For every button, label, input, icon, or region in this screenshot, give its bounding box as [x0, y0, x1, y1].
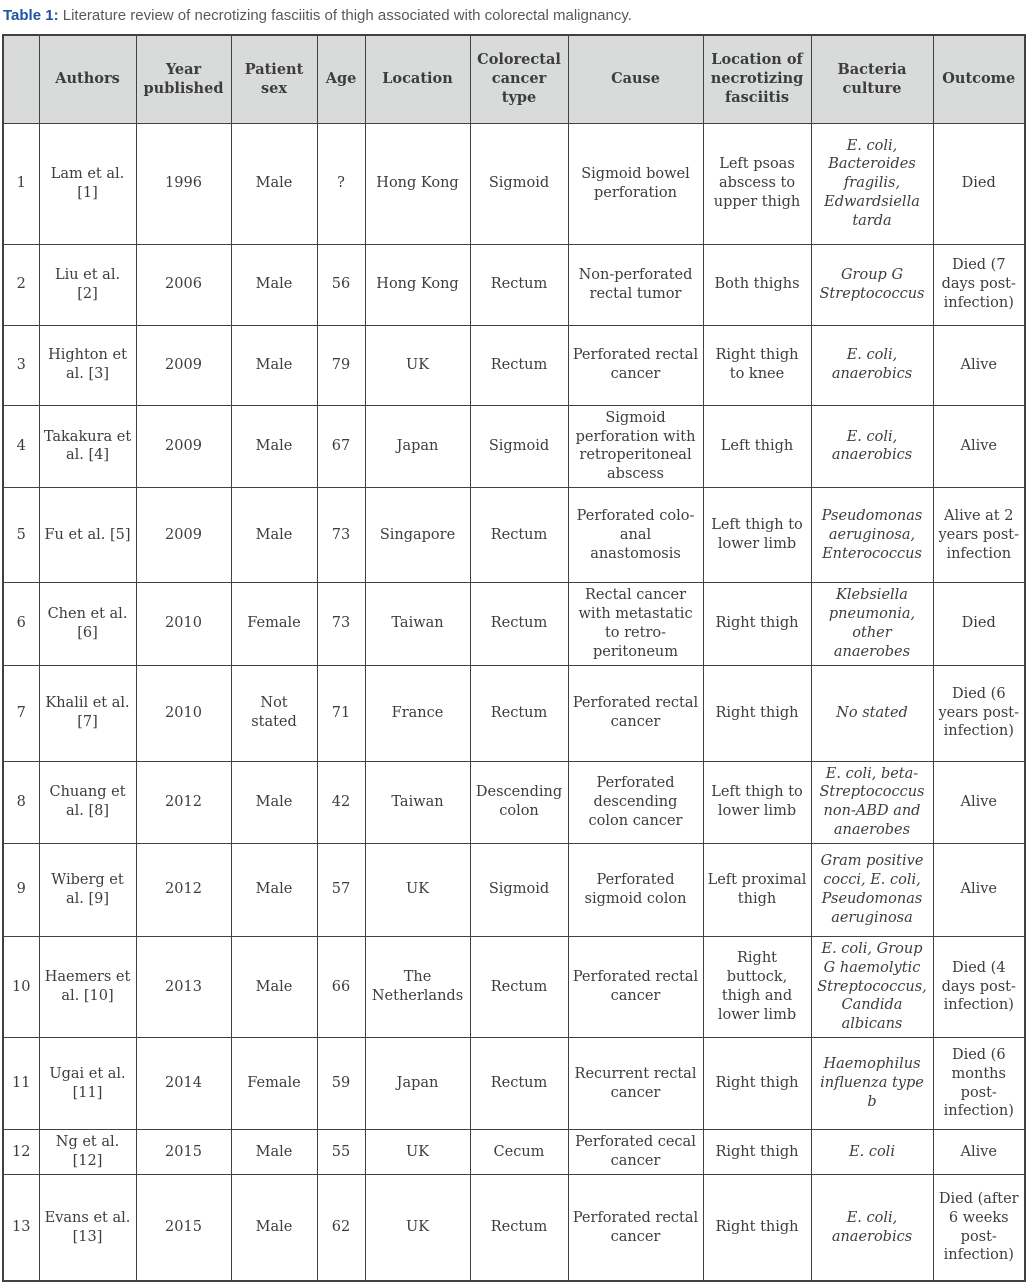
header-bacteria-culture: Bacteria culture [811, 35, 933, 123]
cell-patient-sex: Male [231, 405, 317, 487]
cell-location: Hong Kong [365, 123, 470, 244]
cell-location: Singapore [365, 488, 470, 583]
cell-cause: Sigmoid perforation with retroperitoneal abscess [568, 405, 703, 487]
cell-authors: Lam et al. [1] [39, 123, 136, 244]
table-row [3, 488, 1025, 583]
table-header [3, 35, 1025, 123]
cell-outcome: Alive [933, 1130, 1025, 1175]
cell-colorectal-cancer-type: Rectum [470, 488, 568, 583]
cell-patient-sex: Not stated [231, 665, 317, 761]
table-body [3, 123, 1025, 1281]
cell-bacteria-culture: E. coli, Bacteroides fragilis, Edwardsiella tarda [811, 123, 933, 244]
cell-patient-sex: Male [231, 1174, 317, 1281]
cell-year-published: 2012 [136, 761, 231, 843]
cell-location-of-necrotizing-fasciitis: Right thigh [703, 1130, 811, 1175]
cell-patient-sex: Female [231, 583, 317, 665]
header-location-of-necrotizing-fasciitis: Location of necrotizing fasciitis [703, 35, 811, 123]
header-outcome: Outcome [933, 35, 1025, 123]
cell-location-of-necrotizing-fasciitis: Left psoas abscess to upper thigh [703, 123, 811, 244]
cell-colorectal-cancer-type: Rectum [470, 325, 568, 405]
cell-year-published: 2009 [136, 405, 231, 487]
cell-authors: Highton et al. [3] [39, 325, 136, 405]
cell-outcome: Alive [933, 325, 1025, 405]
cell-outcome: Died (6 months post-infection) [933, 1038, 1025, 1130]
header-authors: Authors [39, 35, 136, 123]
cell-bacteria-culture: Gram positive cocci, E. coli, Pseudomonas aeruginosa [811, 843, 933, 936]
cell-outcome: Died [933, 123, 1025, 244]
cell-location: UK [365, 1174, 470, 1281]
cell-patient-sex: Male [231, 1130, 317, 1175]
cell-colorectal-cancer-type: Sigmoid [470, 843, 568, 936]
cell-authors: Evans et al. [13] [39, 1174, 136, 1281]
cell-colorectal-cancer-type: Descending colon [470, 761, 568, 843]
cell-location-of-necrotizing-fasciitis: Left proximal thigh [703, 843, 811, 936]
cell-bacteria-culture: Pseudomonas aeruginosa, Enterococcus [811, 488, 933, 583]
table-caption-text: Literature review of necrotizing fasciitis of thigh associated with colorectal malignancy. [62, 7, 632, 24]
table-row [3, 583, 1025, 665]
cell-age: 59 [317, 1038, 365, 1130]
cell-age: 73 [317, 488, 365, 583]
cell-location-of-necrotizing-fasciitis: Right thigh [703, 1038, 811, 1130]
cell-outcome: Died (after 6 weeks post-infection) [933, 1174, 1025, 1281]
cell-outcome: Died [933, 583, 1025, 665]
cell-location: UK [365, 1130, 470, 1175]
table-row [3, 761, 1025, 843]
cell-bacteria-culture: E. coli, anaerobics [811, 1174, 933, 1281]
cell-outcome: Alive [933, 761, 1025, 843]
cell-bacteria-culture: E. coli, anaerobics [811, 405, 933, 487]
cell-row-number: 10 [3, 936, 39, 1037]
cell-age: 56 [317, 244, 365, 325]
cell-location-of-necrotizing-fasciitis: Right buttock, thigh and lower limb [703, 936, 811, 1037]
cell-cause: Recurrent rectal cancer [568, 1038, 703, 1130]
cell-bacteria-culture: E. coli [811, 1130, 933, 1175]
cell-outcome: Died (6 years post-infection) [933, 665, 1025, 761]
table-caption-label: Table 1: [3, 7, 59, 24]
cell-year-published: 2013 [136, 936, 231, 1037]
cell-cause: Perforated rectal cancer [568, 936, 703, 1037]
cell-colorectal-cancer-type: Rectum [470, 665, 568, 761]
cell-location: Taiwan [365, 761, 470, 843]
cell-cause: Perforated colo-anal anastomosis [568, 488, 703, 583]
cell-year-published: 2015 [136, 1130, 231, 1175]
cell-age: 67 [317, 405, 365, 487]
cell-age: 71 [317, 665, 365, 761]
cell-year-published: 1996 [136, 123, 231, 244]
cell-outcome: Alive at 2 years post-infection [933, 488, 1025, 583]
table-row [3, 1174, 1025, 1281]
header-cause: Cause [568, 35, 703, 123]
cell-cause: Rectal cancer with metastatic to retro-peritoneum [568, 583, 703, 665]
header-row [3, 35, 1025, 123]
cell-cause: Perforated sigmoid colon [568, 843, 703, 936]
cell-age: 62 [317, 1174, 365, 1281]
cell-outcome: Died (4 days post-infection) [933, 936, 1025, 1037]
cell-year-published: 2014 [136, 1038, 231, 1130]
table-row [3, 244, 1025, 325]
cell-row-number: 11 [3, 1038, 39, 1130]
cell-outcome: Alive [933, 405, 1025, 487]
cell-colorectal-cancer-type: Rectum [470, 244, 568, 325]
cell-authors: Ugai et al. [11] [39, 1038, 136, 1130]
cell-age: 55 [317, 1130, 365, 1175]
cell-row-number: 3 [3, 325, 39, 405]
table-row [3, 405, 1025, 487]
cell-colorectal-cancer-type: Sigmoid [470, 405, 568, 487]
cell-authors: Liu et al. [2] [39, 244, 136, 325]
table-caption [2, 2, 1024, 34]
cell-location: Taiwan [365, 583, 470, 665]
cell-row-number: 8 [3, 761, 39, 843]
cell-colorectal-cancer-type: Cecum [470, 1130, 568, 1175]
cell-outcome: Died (7 days post-infection) [933, 244, 1025, 325]
cell-outcome: Alive [933, 843, 1025, 936]
cell-location: Japan [365, 1038, 470, 1130]
cell-row-number: 12 [3, 1130, 39, 1175]
cell-bacteria-culture: E. coli, beta-Streptococcus non-ABD and anaerobes [811, 761, 933, 843]
cell-location: Japan [365, 405, 470, 487]
header-colorectal-cancer-type: Colorectal cancer type [470, 35, 568, 123]
cell-age: 42 [317, 761, 365, 843]
header-location: Location [365, 35, 470, 123]
cell-location-of-necrotizing-fasciitis: Left thigh to lower limb [703, 761, 811, 843]
cell-location-of-necrotizing-fasciitis: Left thigh to lower limb [703, 488, 811, 583]
cell-age: ? [317, 123, 365, 244]
cell-patient-sex: Male [231, 123, 317, 244]
cell-location: Hong Kong [365, 244, 470, 325]
cell-location-of-necrotizing-fasciitis: Right thigh to knee [703, 325, 811, 405]
cell-row-number: 1 [3, 123, 39, 244]
cell-bacteria-culture: No stated [811, 665, 933, 761]
cell-location-of-necrotizing-fasciitis: Both thighs [703, 244, 811, 325]
cell-year-published: 2009 [136, 325, 231, 405]
cell-age: 73 [317, 583, 365, 665]
cell-row-number: 5 [3, 488, 39, 583]
cell-patient-sex: Male [231, 244, 317, 325]
cell-bacteria-culture: Klebsiella pneumonia, other anaerobes [811, 583, 933, 665]
header-year-published: Year published [136, 35, 231, 123]
header-row-number [3, 35, 39, 123]
table-row [3, 123, 1025, 244]
cell-authors: Ng et al. [12] [39, 1130, 136, 1175]
cell-bacteria-culture: Group G Streptococcus [811, 244, 933, 325]
cell-patient-sex: Male [231, 488, 317, 583]
cell-location: UK [365, 325, 470, 405]
cell-cause: Perforated rectal cancer [568, 325, 703, 405]
cell-row-number: 4 [3, 405, 39, 487]
cell-patient-sex: Male [231, 843, 317, 936]
table-row [3, 1130, 1025, 1175]
cell-bacteria-culture: E. coli, Group G haemolytic Streptococcus, Candida albicans [811, 936, 933, 1037]
table-row [3, 665, 1025, 761]
cell-location-of-necrotizing-fasciitis: Right thigh [703, 1174, 811, 1281]
cell-age: 79 [317, 325, 365, 405]
cell-bacteria-culture: Haemophilus influenza type b [811, 1038, 933, 1130]
cell-row-number: 2 [3, 244, 39, 325]
cell-patient-sex: Male [231, 325, 317, 405]
cell-patient-sex: Female [231, 1038, 317, 1130]
table-row [3, 843, 1025, 936]
header-age: Age [317, 35, 365, 123]
cell-cause: Non-perforated rectal tumor [568, 244, 703, 325]
cell-location-of-necrotizing-fasciitis: Right thigh [703, 665, 811, 761]
table-row [3, 325, 1025, 405]
cell-year-published: 2012 [136, 843, 231, 936]
cell-authors: Haemers et al. [10] [39, 936, 136, 1037]
cell-colorectal-cancer-type: Rectum [470, 1174, 568, 1281]
cell-cause: Perforated cecal cancer [568, 1130, 703, 1175]
cell-cause: Perforated rectal cancer [568, 1174, 703, 1281]
cell-authors: Fu et al. [5] [39, 488, 136, 583]
cell-patient-sex: Male [231, 761, 317, 843]
cell-location: The Netherlands [365, 936, 470, 1037]
cell-location-of-necrotizing-fasciitis: Right thigh [703, 583, 811, 665]
cell-year-published: 2010 [136, 583, 231, 665]
cell-bacteria-culture: E. coli, anaerobics [811, 325, 933, 405]
cell-authors: Wiberg et al. [9] [39, 843, 136, 936]
literature-review-table [2, 34, 1026, 1282]
cell-row-number: 13 [3, 1174, 39, 1281]
cell-authors: Khalil et al. [7] [39, 665, 136, 761]
cell-location-of-necrotizing-fasciitis: Left thigh [703, 405, 811, 487]
cell-cause: Perforated rectal cancer [568, 665, 703, 761]
cell-year-published: 2015 [136, 1174, 231, 1281]
table-row [3, 936, 1025, 1037]
cell-authors: Takakura et al. [4] [39, 405, 136, 487]
cell-colorectal-cancer-type: Sigmoid [470, 123, 568, 244]
cell-year-published: 2010 [136, 665, 231, 761]
cell-year-published: 2009 [136, 488, 231, 583]
cell-colorectal-cancer-type: Rectum [470, 583, 568, 665]
cell-age: 66 [317, 936, 365, 1037]
cell-colorectal-cancer-type: Rectum [470, 936, 568, 1037]
cell-age: 57 [317, 843, 365, 936]
table-row [3, 1038, 1025, 1130]
cell-colorectal-cancer-type: Rectum [470, 1038, 568, 1130]
cell-authors: Chuang et al. [8] [39, 761, 136, 843]
cell-cause: Sigmoid bowel perforation [568, 123, 703, 244]
cell-location: UK [365, 843, 470, 936]
cell-row-number: 6 [3, 583, 39, 665]
cell-location: France [365, 665, 470, 761]
cell-row-number: 7 [3, 665, 39, 761]
cell-cause: Perforated descending colon cancer [568, 761, 703, 843]
cell-authors: Chen et al. [6] [39, 583, 136, 665]
header-patient-sex: Patient sex [231, 35, 317, 123]
cell-year-published: 2006 [136, 244, 231, 325]
cell-row-number: 9 [3, 843, 39, 936]
cell-patient-sex: Male [231, 936, 317, 1037]
